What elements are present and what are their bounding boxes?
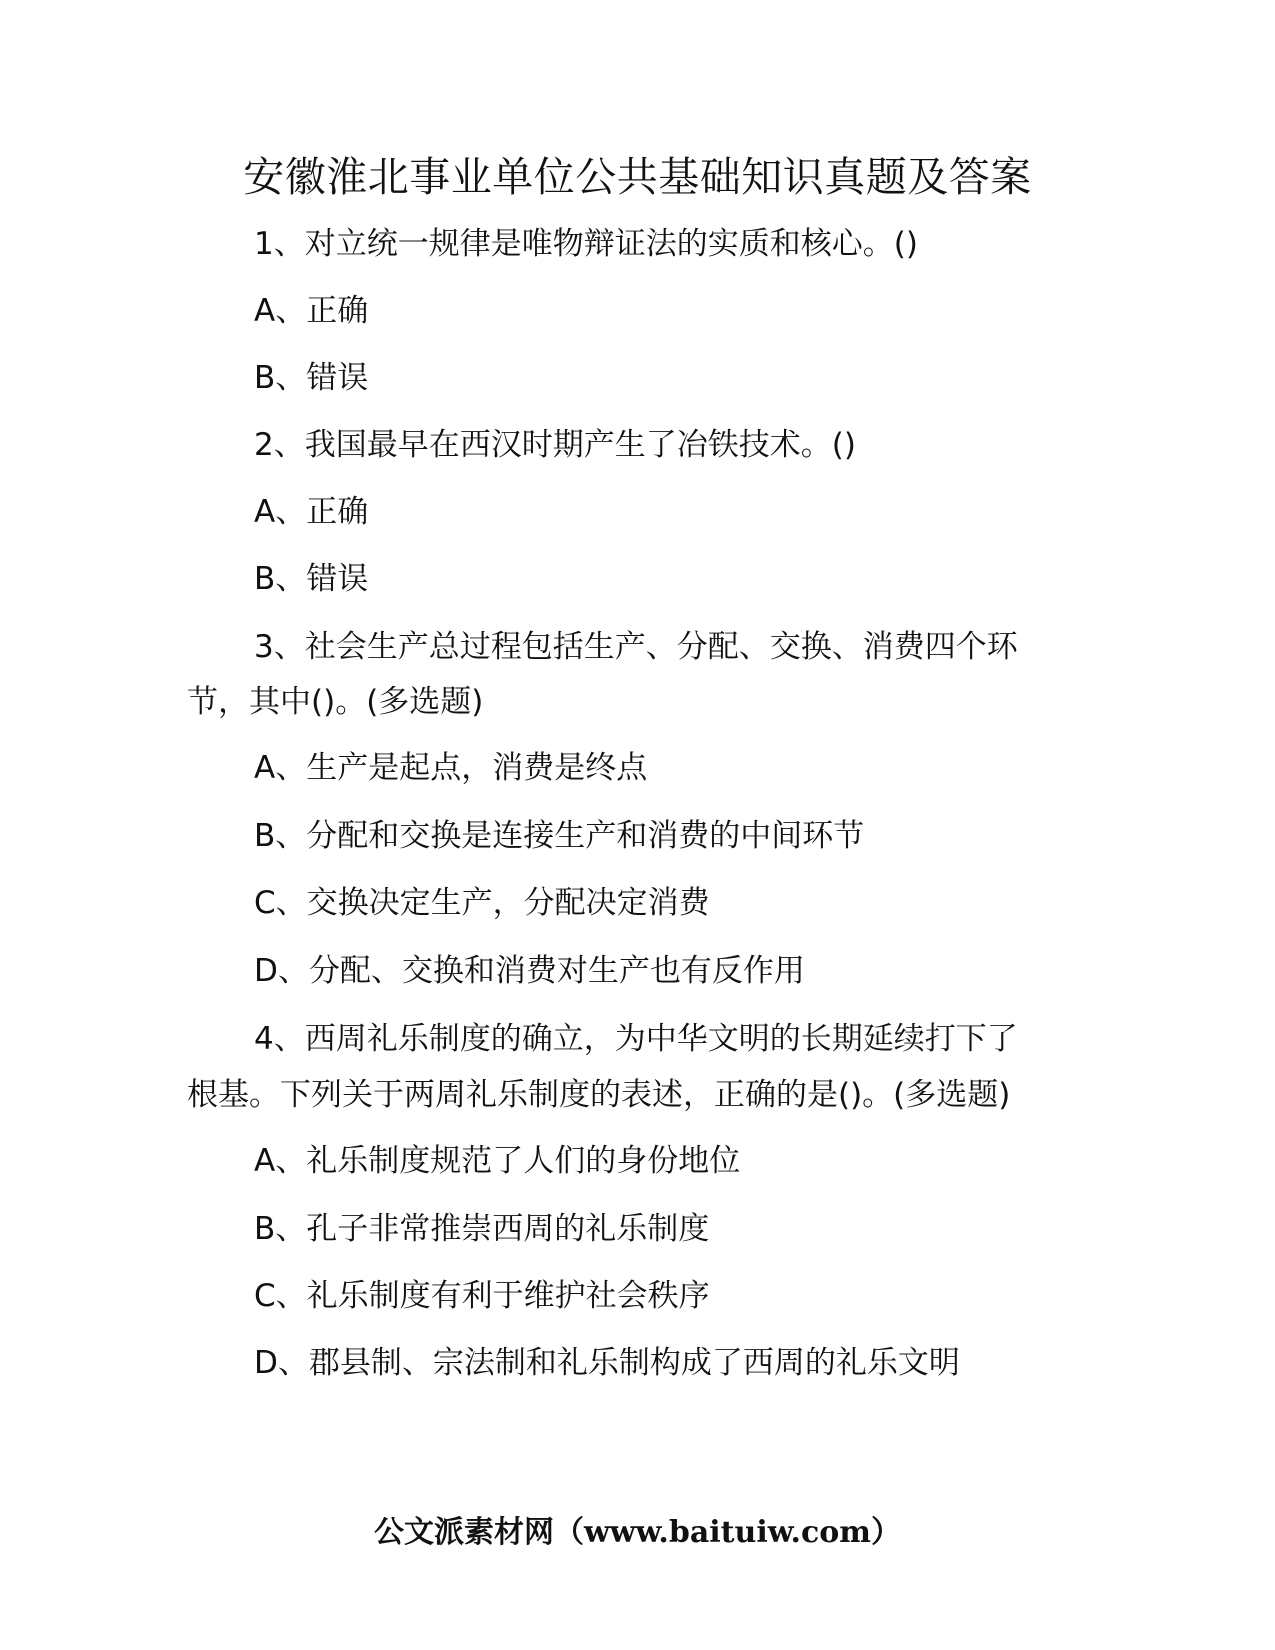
- question-4-option-b: B、孔子非常推崇西周的礼乐制度: [254, 1211, 710, 1247]
- question-4-option-c: C、礼乐制度有利于维护社会秩序: [254, 1278, 710, 1314]
- question-4-stem-line-2: 根基。下列关于两周礼乐制度的表述，正确的是()。(多选题): [187, 1077, 1011, 1113]
- document-title: 安徽淮北事业单位公共基础知识真题及答案: [243, 153, 1032, 201]
- question-2-option-b: B、错误: [254, 561, 369, 597]
- question-3-option-c: C、交换决定生产，分配决定消费: [254, 885, 710, 921]
- question-1-option-a: A、正确: [254, 293, 369, 329]
- question-3-option-b: B、分配和交换是连接生产和消费的中间环节: [254, 818, 865, 854]
- question-4-stem-line-1: 4、西周礼乐制度的确立，为中华文明的长期延续打下了: [254, 1021, 1018, 1057]
- question-3-stem-line-1: 3、社会生产总过程包括生产、分配、交换、消费四个环: [254, 629, 1018, 665]
- question-2-option-a: A、正确: [254, 494, 369, 530]
- question-1-stem: 1、对立统一规律是唯物辩证法的实质和核心。(): [254, 226, 918, 262]
- question-4-option-a: A、礼乐制度规范了人们的身份地位: [254, 1143, 741, 1179]
- question-3-stem-line-2: 节，其中()。(多选题): [187, 684, 484, 720]
- question-4-option-d: D、郡县制、宗法制和礼乐制构成了西周的礼乐文明: [254, 1345, 960, 1381]
- question-2-stem: 2、我国最早在西汉时期产生了冶铁技术。(): [254, 427, 856, 463]
- question-3-option-d: D、分配、交换和消费对生产也有反作用: [254, 953, 805, 989]
- footer-watermark: 公文派素材网（www.baituiw.com）: [373, 1515, 902, 1550]
- question-1-option-b: B、错误: [254, 360, 369, 396]
- question-3-option-a: A、生产是起点，消费是终点: [254, 750, 648, 786]
